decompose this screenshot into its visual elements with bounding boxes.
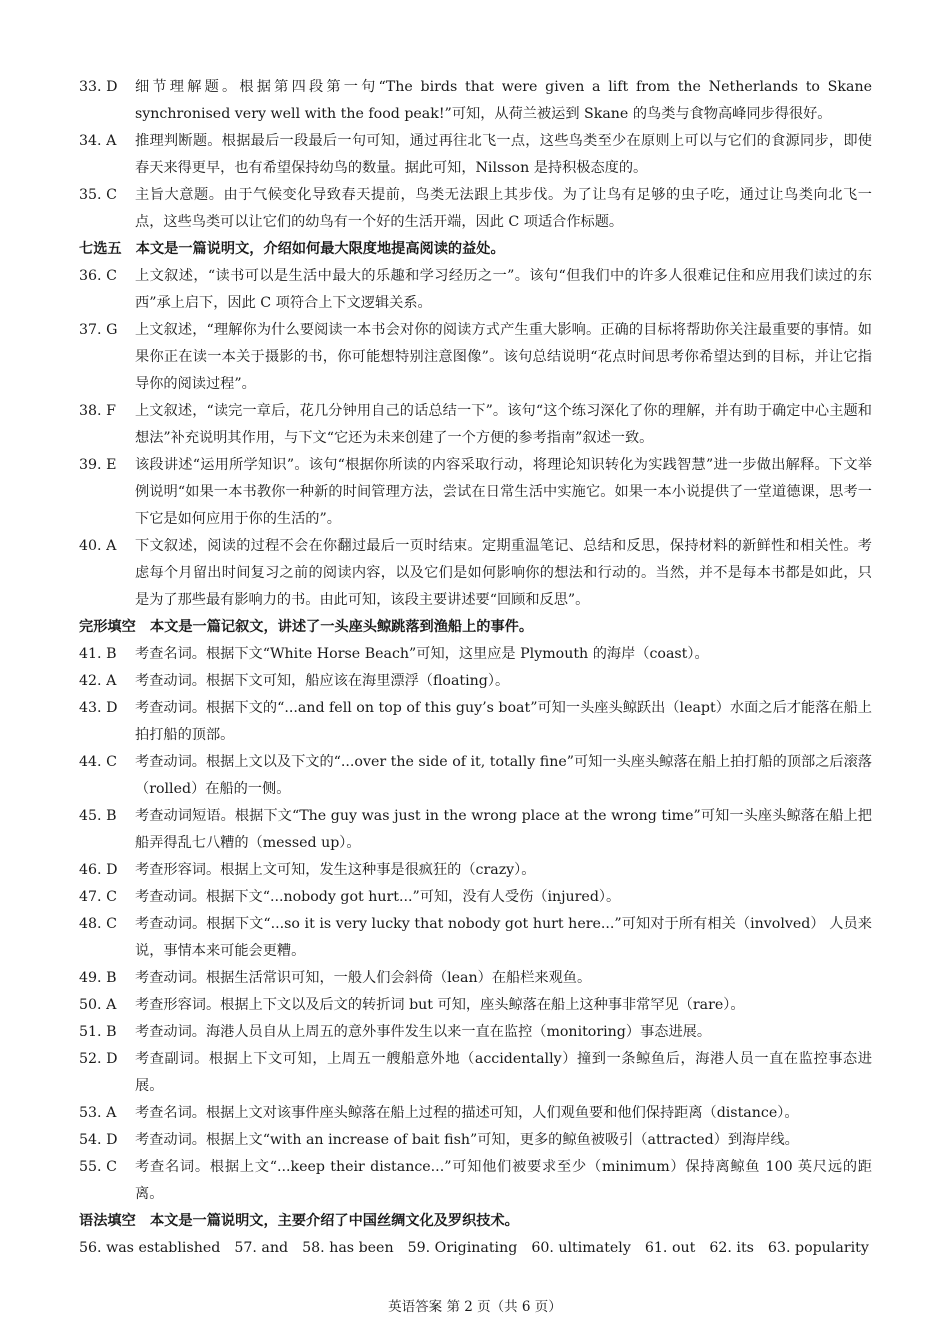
answer-item (79, 695, 872, 749)
answer-number: 45. B (79, 808, 117, 824)
section-heading-grammar: 语法填空 本文是一篇说明文，主要介绍了中国丝绸文化及罗织技术。 (79, 1213, 519, 1229)
answer-explanation: 考查名词。根据上文对该事件座头鲸落在船上过程的描述可知，人们观鱼要和他们保持距离（distance）。 (135, 1105, 799, 1121)
answer-number: 44. C (79, 754, 117, 770)
grammar-answer: 62. its (709, 1240, 754, 1256)
answer-list-cloze (79, 641, 872, 1208)
answer-number: 38. F (79, 403, 116, 419)
answer-explanation: 考查动词。根据上文“with an increase of bait fish”可知，更多的鲸鱼被吸引（attracted）到海岸线。 (135, 1132, 799, 1148)
answer-explanation: 细节理解题。根据第四段第一句“The birds that were given a lift from the Netherlands to Skane synchronised very well with the food peak!”可知，从荷兰被运到 Skane 的鸟类与食物高峰同步得很好。 (135, 79, 872, 122)
answer-explanation: 考查动词。海港人员自从上周五的意外事件发生以来一直在监控（monitoring）事态进展。 (135, 1024, 712, 1040)
grammar-answer: 60. ultimately (531, 1240, 631, 1256)
answer-item (79, 911, 872, 965)
answer-explanation: 上文叙述，“读书可以是生活中最大的乐趣和学习经历之一”。该句“但我们中的许多人很难记住和应用我们读过的东西”承上启下，因此 C 项符合上下文逻辑关系。 (135, 268, 872, 311)
answer-explanation: 上文叙述，“理解你为什么要阅读一本书会对你的阅读方式产生重大影响。正确的目标将帮助你关注最重要的事情。如果你正在读一本关于摄影的书，你可能想特别注意图像”。该句总结说明“花点时间思考你希望达到的目标，并让它指导你的阅读过程”。 (135, 322, 872, 392)
answer-explanation: 考查动词。根据下文的“...and fell on top of this guy’s boat”可知一头座头鲸跃出（leapt）水面之后才能落在船上拍打船的顶部。 (135, 700, 872, 743)
answer-number: 52. D (79, 1051, 118, 1067)
answer-number: 42. A (79, 673, 117, 689)
answer-number: 36. C (79, 268, 117, 284)
page-footer: 英语答案 第 2 页（共 6 页） (388, 1299, 562, 1315)
grammar-answer-line (79, 1235, 872, 1262)
answer-page (79, 74, 872, 1262)
answer-number: 48. C (79, 916, 117, 932)
answer-number: 53. A (79, 1105, 117, 1121)
answer-item (79, 1127, 872, 1154)
answer-item (79, 182, 872, 236)
answer-item (79, 263, 872, 317)
answer-number: 49. B (79, 970, 117, 986)
answer-item (79, 749, 872, 803)
grammar-answer: 56. was established (79, 1240, 221, 1256)
answer-explanation: 该段讲述“运用所学知识”。该句“根据你所读的内容采取行动，将理论知识转化为实践智慧”进一步做出解释。下文举例说明“如果一本书教你一种新的时间管理方法，尝试在日常生活中实施它。如果一本小说提供了一堂道德课，思考一下它是如何应用于你的生活的”。 (135, 457, 872, 527)
answer-explanation: 考查名词。根据上文“...keep their distance...”可知他们被要求至少（minimum）保持离鲸鱼 100 英尺远的距离。 (135, 1159, 872, 1202)
answer-explanation: 考查形容词。根据上下文以及后文的转折词 but 可知，座头鲸落在船上这种事非常罕见（rare）。 (135, 997, 745, 1013)
answer-number: 34. A (79, 133, 117, 149)
answer-item (79, 533, 872, 614)
grammar-answer: 57. and (234, 1240, 289, 1256)
answer-number: 46. D (79, 862, 118, 878)
grammar-answer: 59. Originating (407, 1240, 518, 1256)
answer-item (79, 398, 872, 452)
answer-item (79, 1100, 872, 1127)
answer-list-qixuanwu (79, 263, 872, 614)
answer-item (79, 74, 872, 128)
answer-item (79, 1154, 872, 1208)
answer-item (79, 1019, 872, 1046)
answer-number: 33. D (79, 79, 118, 95)
answer-explanation: 考查形容词。根据上文可知，发生这种事是很疯狂的（crazy）。 (135, 862, 536, 878)
answer-number: 37. G (79, 322, 118, 338)
answer-explanation: 考查动词。根据上文以及下文的“...over the side of it, totally fine”可知一头座头鲸落在船上拍打船的顶部之后滚落（rolled）在船的一侧。 (135, 754, 872, 797)
section-heading-cloze: 完形填空 本文是一篇记叙文，讲述了一头座头鲸跳落到渔船上的事件。 (79, 619, 534, 635)
grammar-answer: 58. has been (302, 1240, 394, 1256)
grammar-answer: 63. popularity (767, 1240, 869, 1256)
answer-item (79, 965, 872, 992)
grammar-answer: 61. out (644, 1240, 696, 1256)
answer-explanation: 考查动词。根据下文可知，船应该在海里漂浮（floating）。 (135, 673, 510, 689)
answer-explanation: 主旨大意题。由于气候变化导致春天提前，鸟类无法跟上其步伐。为了让鸟有足够的虫子吃，通过让鸟类向北飞一点，这些鸟类可以让它们的幼鸟有一个好的生活开端，因此 C 项适合作标题。 (135, 187, 872, 230)
answer-item (79, 452, 872, 533)
answer-number: 35. C (79, 187, 117, 203)
answer-item (79, 317, 872, 398)
section-heading-qixuanwu: 七选五 本文是一篇说明文，介绍如何最大限度地提高阅读的益处。 (79, 241, 505, 257)
answer-item (79, 803, 872, 857)
answer-item (79, 884, 872, 911)
answer-number: 51. B (79, 1024, 117, 1040)
answer-item (79, 857, 872, 884)
answer-explanation: 考查动词。根据下文“...nobody got hurt...”可知，没有人受伤（injured）。 (135, 889, 621, 905)
answer-number: 43. D (79, 700, 118, 716)
answer-item (79, 641, 872, 668)
answer-number: 50. A (79, 997, 117, 1013)
answer-explanation: 考查动词。根据生活常识可知，一般人们会斜倚（lean）在船栏来观鱼。 (135, 970, 592, 986)
answer-explanation: 考查名词。根据下文“White Horse Beach”可知，这里应是 Plymouth 的海岸（coast）。 (135, 646, 709, 662)
answer-explanation: 下文叙述，阅读的过程不会在你翻过最后一页时结束。定期重温笔记、总结和反思，保持材料的新鲜性和相关性。考虑每个月留出时间复习之前的阅读内容，以及它们是如何影响你的想法和行动的。当然，并不是每本书都是如此，只是为了那些最有影响力的书。由此可知，该段主要讲述要“回顾和反思”。 (135, 538, 872, 608)
answer-number: 41. B (79, 646, 117, 662)
answer-number: 54. D (79, 1132, 118, 1148)
answer-explanation: 推理判断题。根据最后一段最后一句可知，通过再往北飞一点，这些鸟类至少在原则上可以与它们的食源同步，即使春天来得更早，也有希望保持幼鸟的数量。据此可知，Nilsson 是持积极态度的。 (135, 133, 872, 176)
answer-number: 47. C (79, 889, 117, 905)
answer-explanation: 考查动词。根据下文“...so it is very lucky that nobody got hurt here...”可知对于所有相关（involved） 人员来说，事情本来可能会更糟。 (135, 916, 872, 959)
answer-explanation: 上文叙述，“读完一章后，花几分钟用自己的话总结一下”。该句“这个练习深化了你的理解，并有助于确定中心主题和想法”补充说明其作用，与下文“它还为未来创建了一个方便的参考指南”叙述一致。 (135, 403, 872, 446)
answer-item (79, 992, 872, 1019)
answer-list-reading (79, 74, 872, 236)
answer-number: 55. C (79, 1159, 117, 1175)
answer-number: 40. A (79, 538, 117, 554)
answer-explanation: 考查动词短语。根据下文“The guy was just in the wrong place at the wrong time”可知一头座头鲸落在船上把船弄得乱七八糟的（messed up）。 (135, 808, 872, 851)
answer-item (79, 668, 872, 695)
answer-item (79, 1046, 872, 1100)
answer-explanation: 考查副词。根据上下文可知，上周五一艘船意外地（accidentally）撞到一条鲸鱼后，海港人员一直在监控事态进展。 (135, 1051, 872, 1094)
answer-item (79, 128, 872, 182)
answer-number: 39. E (79, 457, 117, 473)
